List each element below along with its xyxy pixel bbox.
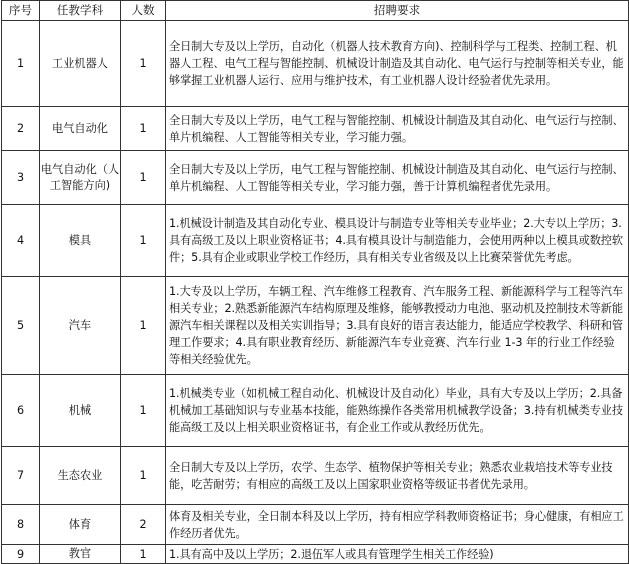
row-no: 1 <box>2 21 40 107</box>
row-requirements: 全日制大专及以上学历，电气工程与智能控制、机械设计制造及其自动化、电气运行与控制、单片机编程、人工智能等相关专业，学习能力强。 <box>166 107 629 151</box>
row-subject: 教官 <box>40 545 121 564</box>
row-requirements: 1.机械设计制造及其自动化专业、模具设计与制造专业等相关专业毕业；2.大专以上学历；3.具有高级工及以上职业资格证书；4.具有模具设计与制造能力，会使用两种以上模具或数控软件；5.具有企业或职业学校工作经历，具有相关专业省级及以上比赛荣誉优先考虑。 <box>166 205 629 277</box>
header-count: 人数 <box>121 1 166 21</box>
row-count: 1 <box>121 545 166 564</box>
row-requirements: 1.机械类专业（如机械工程自动化、机械设计及自动化）毕业，具有大专及以上学历；2.具备机械加工基础知识与专业基本技能，能熟练操作各类常用机械教学设备；3.持有机械类专业技能高级工及以上相关职业资格证书，有企业工作或从教经历优先。 <box>166 375 629 447</box>
row-subject: 电气自动化（人工智能方向) <box>40 151 121 205</box>
row-no: 6 <box>2 375 40 447</box>
header-subject: 任教学科 <box>40 1 121 21</box>
recruitment-table <box>1 0 629 564</box>
row-subject: 生态农业 <box>40 447 121 505</box>
row-no: 8 <box>2 505 40 545</box>
row-count: 2 <box>121 505 166 545</box>
row-subject: 工业机器人 <box>40 21 121 107</box>
row-no: 9 <box>2 545 40 564</box>
row-requirements: 全日制大专及以上学历，农学、生态学、植物保护等相关专业；熟悉农业栽培技术等专业技能，吃苦耐劳；有相应的高级工及以上国家职业资格等级证书者优先录用。 <box>166 447 629 505</box>
row-count: 1 <box>121 277 166 375</box>
row-no: 5 <box>2 277 40 375</box>
row-requirements: 全日制大专及以上学历，电气工程与智能控制、机械设计制造及其自动化、电气运行与控制、单片机编程、人工智能等相关专业，学习能力强，善于计算机编程者优先录用。 <box>166 151 629 205</box>
row-count: 1 <box>121 21 166 107</box>
header-no: 序号 <box>2 1 40 21</box>
row-count: 1 <box>121 205 166 277</box>
row-requirements: 体育及相关专业，全日制本科及以上学历，持有相应学科教师资格证书；身心健康，有相应工作经历者优先。 <box>166 505 629 545</box>
row-subject: 体育 <box>40 505 121 545</box>
row-no: 2 <box>2 107 40 151</box>
row-subject: 机械 <box>40 375 121 447</box>
row-count: 1 <box>121 375 166 447</box>
row-subject: 汽车 <box>40 277 121 375</box>
table-row <box>2 505 629 545</box>
table-row <box>2 375 629 447</box>
row-count: 1 <box>121 447 166 505</box>
row-no: 4 <box>2 205 40 277</box>
row-count: 1 <box>121 107 166 151</box>
table-row <box>2 151 629 205</box>
row-requirements: 1.具有高中及以上学历；2.退伍军人或具有管理学生相关工作经验) <box>166 545 629 564</box>
row-requirements: 1.大专及以上学历，车辆工程、汽车维修工程教育、汽车服务工程、新能源科学与工程等汽车相关专业；2.熟悉新能源汽车结构原理及维修，能够教授动力电池、驱动机及控制技术等新能源汽车相关课程以及相关实训指导；3.具有良好的语言表达能力，能适应学校教学、科研和管理工作要求；4.具有职业教育经历、新能源汽车专业竞赛、汽车行业 1-3 年的行业工作经验等相关经验优先。 <box>166 277 629 375</box>
table-row <box>2 107 629 151</box>
table-row <box>2 277 629 375</box>
row-count: 1 <box>121 151 166 205</box>
table-row <box>2 21 629 107</box>
table-row <box>2 545 629 564</box>
row-subject: 电气自动化 <box>40 107 121 151</box>
header-row <box>2 1 629 21</box>
row-subject: 模具 <box>40 205 121 277</box>
row-no: 7 <box>2 447 40 505</box>
table-row <box>2 447 629 505</box>
row-no: 3 <box>2 151 40 205</box>
table-row <box>2 205 629 277</box>
header-requirements: 招聘要求 <box>166 1 629 21</box>
row-requirements: 全日制大专及以上学历，自动化（机器人技术教育方向)、控制科学与工程类、控制工程、机器人工程、电气工程与智能控制、机械设计制造及其自动化、电气运行与控制等相关专业，能够掌握工业机器人运行、应用与维护技术，有工业机器人设计经验者优先录用。 <box>166 21 629 107</box>
